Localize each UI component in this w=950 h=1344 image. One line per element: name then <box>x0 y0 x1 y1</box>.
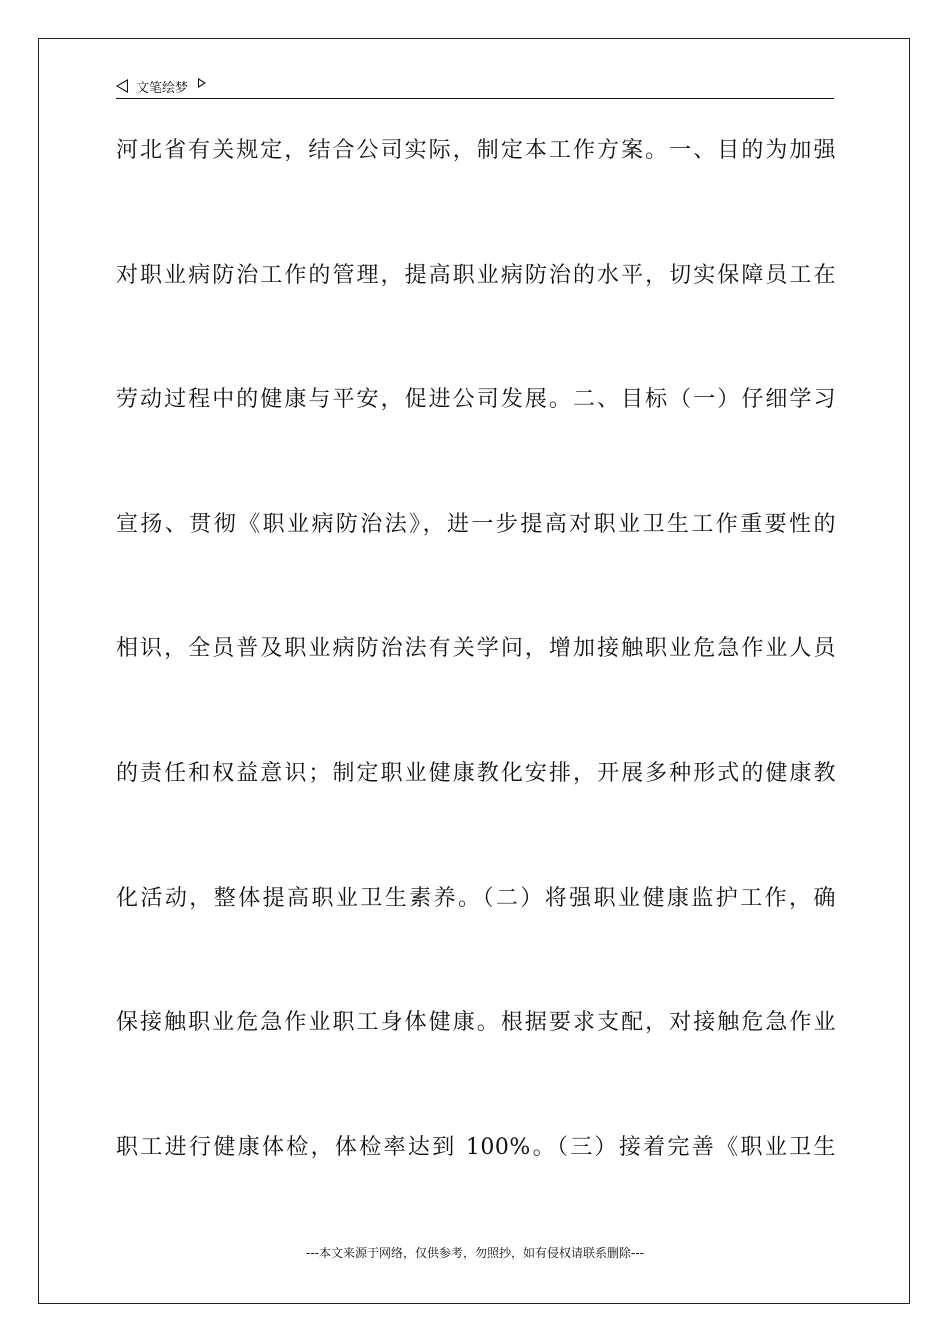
footer-notice: ---本文来源于网络，仅供参考，勿照抄，如有侵权请联系删除--- <box>306 1246 644 1260</box>
left-triangle-icon <box>116 79 128 93</box>
body-line: 劳动过程中的健康与平安，促进公司发展。二、目标（一）仔细学习 <box>116 387 836 413</box>
body-line: 宣扬、贯彻《职业病防治法》，进一步提高对职业卫生工作重要性的 <box>116 511 836 537</box>
header-title: 文笔绘梦 <box>136 80 189 96</box>
body-line: 河北省有关规定，结合公司实际，制定本工作方案。一、目的为加强 <box>116 138 836 163</box>
body-line: 的责任和权益意识；制定职业健康教化安排，开展多种形式的健康教 <box>116 760 836 786</box>
right-triangle-icon <box>198 78 206 88</box>
body-line: 对职业病防治工作的管理，提高职业病防治的水平，切实保障员工在 <box>116 262 836 288</box>
body-line: 相识，全员普及职业病防治法有关学问，增加接触职业危急作业人员 <box>116 636 836 662</box>
body-line: 化活动，整体提高职业卫生素养。（二）将强职业健康监护工作，确 <box>116 885 836 911</box>
body-line: 保接触职业危急作业职工身体健康。根据要求支配，对接触危急作业 <box>116 1010 836 1036</box>
document-body <box>116 128 836 1249</box>
body-line: 职工进行健康体检，体检率达到 100%。（三）接着完善《职业卫生 <box>116 1134 836 1160</box>
page-header <box>116 74 834 99</box>
